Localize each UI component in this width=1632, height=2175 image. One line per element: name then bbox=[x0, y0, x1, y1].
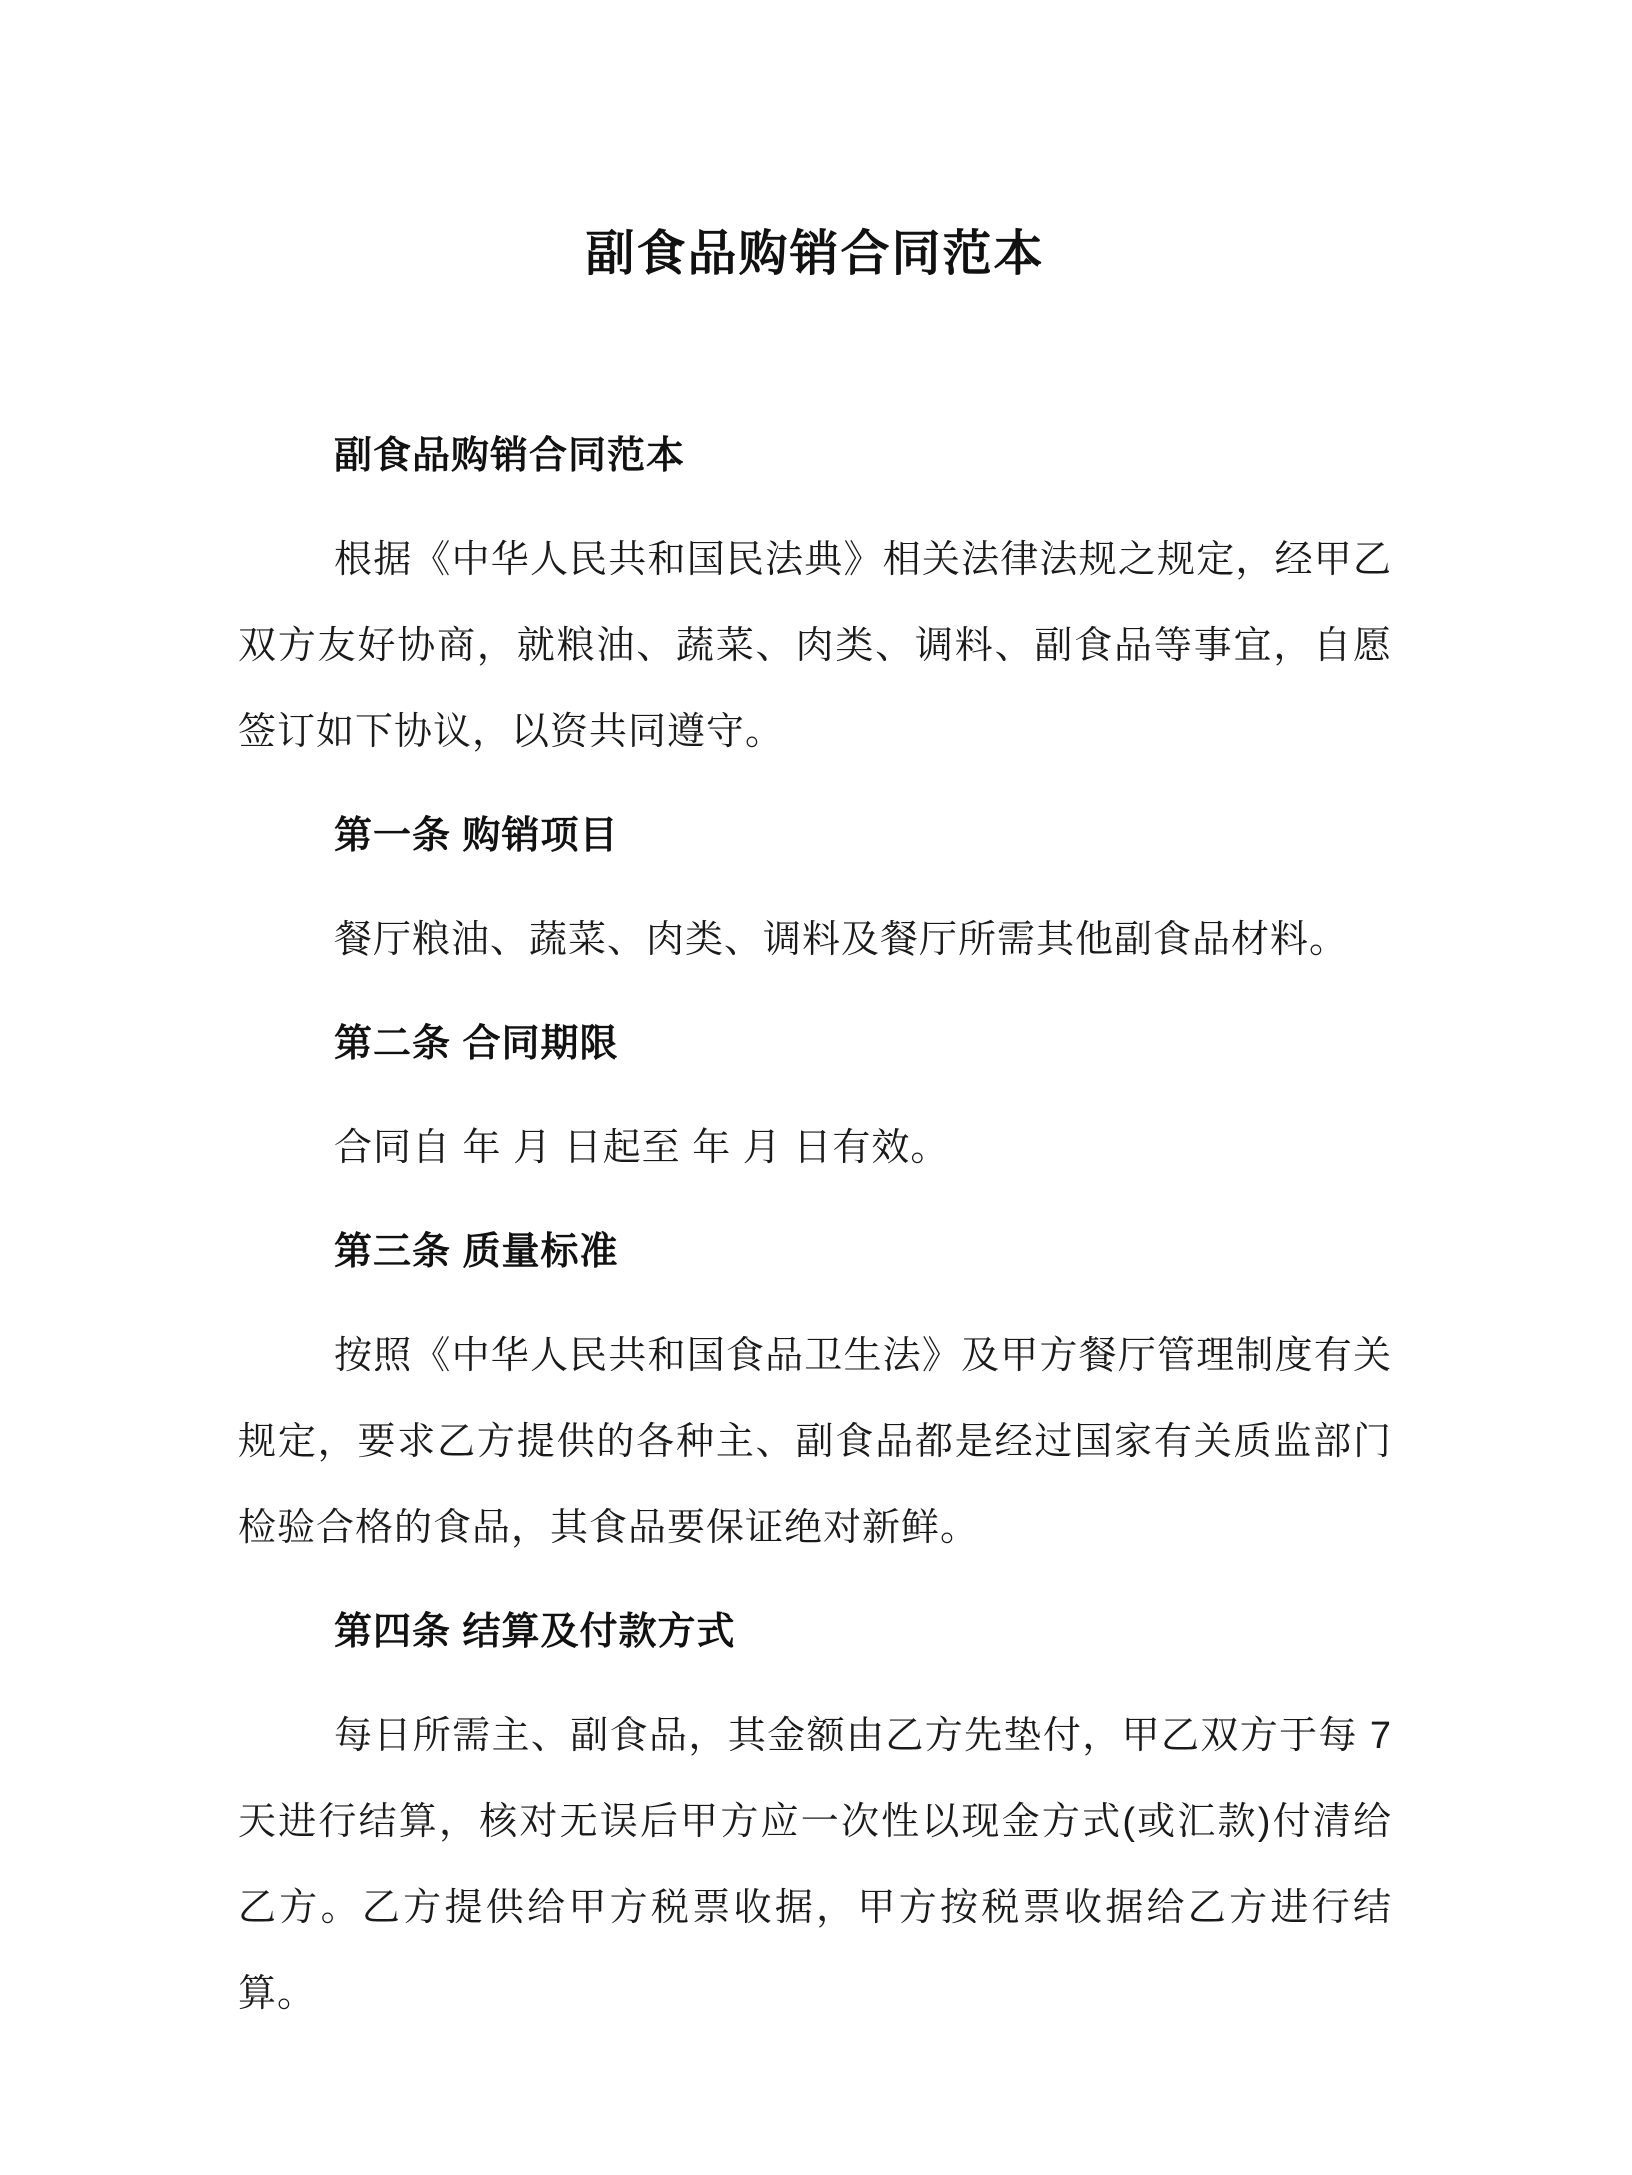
paragraph-subtitle: 副食品购销合同范本 bbox=[334, 435, 686, 477]
section-heading-article-2: 第二条 合同期限 bbox=[334, 1023, 619, 1065]
paragraph-preamble: 根据《中华人民共和国民法典》相关法律法规之规定，经甲乙双方友好协商，就粮油、蔬菜、肉类、调料、副食品等事宜，自愿签订如下协议，以资共同遵守。 bbox=[238, 539, 1392, 753]
document-title: 副食品购销合同范本 bbox=[585, 227, 1045, 281]
paragraph-article-1-body: 餐厅粮油、蔬菜、肉类、调料及餐厅所需其他副食品材料。 bbox=[334, 919, 1349, 961]
section-heading-article-3: 第三条 质量标准 bbox=[334, 1231, 619, 1273]
section-heading-article-1: 第一条 购销项目 bbox=[334, 815, 619, 857]
section-heading-article-4: 第四条 结算及付款方式 bbox=[334, 1611, 736, 1653]
paragraph-article-4-body: 每日所需主、副食品，其金额由乙方先垫付，甲乙双方于每 7 天进行结算，核对无误后甲方应一次性以现金方式(或汇款)付清给乙方。乙方提供给甲方税票收据，甲方按税票收据给乙方进行结算。 bbox=[238, 1715, 1392, 2015]
paragraph-article-3-body: 按照《中华人民共和国食品卫生法》及甲方餐厅管理制度有关规定，要求乙方提供的各种主、副食品都是经过国家有关质监部门检验合格的食品，其食品要保证绝对新鲜。 bbox=[238, 1335, 1392, 1549]
paragraph-article-2-body: 合同自 年 月 日起至 年 月 日有效。 bbox=[334, 1127, 950, 1169]
